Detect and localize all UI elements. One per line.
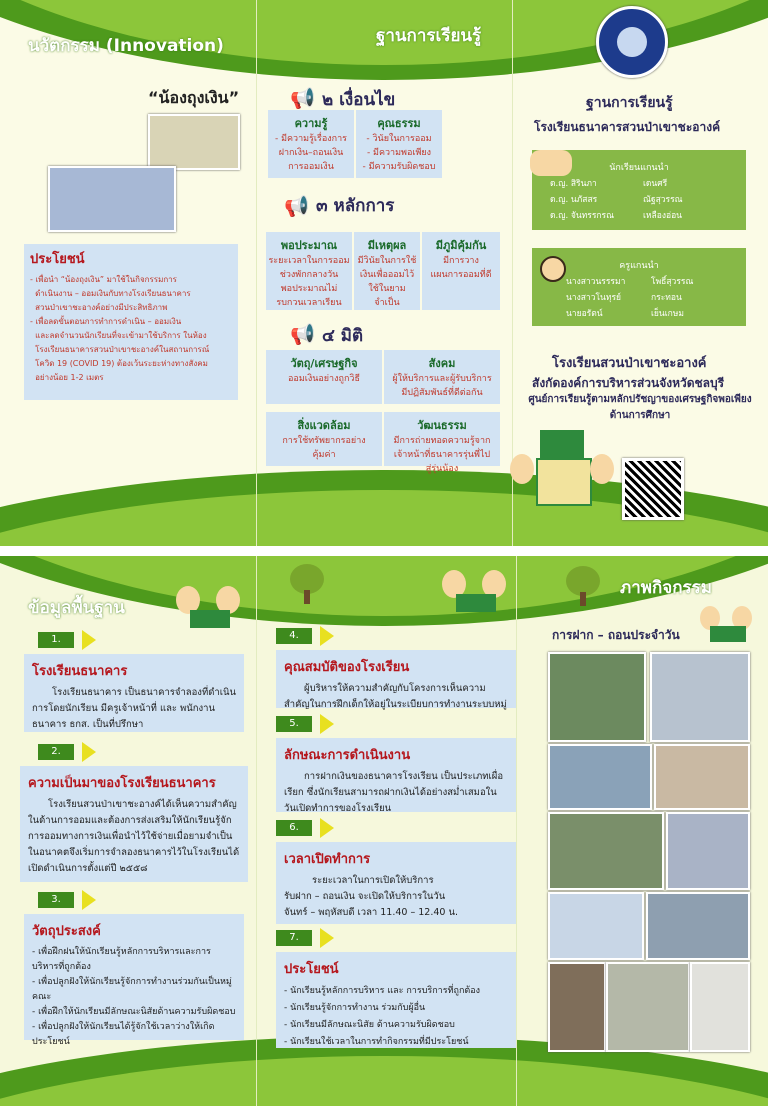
section-number-tag: 2. <box>38 744 74 760</box>
economy-box <box>266 350 382 404</box>
logo-emblem-icon <box>617 27 647 57</box>
teacher-name: โพธิ์สุวรรณ <box>651 277 694 287</box>
students-label: นักเรียนแกนนำ <box>609 163 669 173</box>
operation-box <box>276 738 516 812</box>
activity-photo <box>690 962 750 1052</box>
innovation-banner: นวัตกรรม (Innovation) <box>28 36 224 56</box>
operation-title: ลักษณะการดำเนินงาน <box>284 748 411 763</box>
morality-title: คุณธรรม <box>377 117 421 130</box>
section-number-tag: 3. <box>38 892 74 908</box>
reasonable-line: เงินเพื่อออมไว้ <box>359 270 415 280</box>
hours-box <box>276 842 516 924</box>
social-box <box>384 350 500 404</box>
immunity-title: มีภูมิคุ้มกัน <box>435 239 487 252</box>
student-name: ด.ญ. จันทรรกรณ <box>550 211 614 221</box>
objectives-list <box>32 945 236 1050</box>
activity-photo <box>548 892 644 960</box>
school-name: โรงเรียนสวนป่าเขาชะอางค์ <box>552 356 707 371</box>
fold-line <box>256 0 257 546</box>
teacher-avatar-icon <box>540 256 566 282</box>
knowledge-line: การออมเงิน <box>288 162 334 172</box>
morality-line: - มีความพอเพียง <box>366 148 432 158</box>
environment-line: การใช้ทรัพยากรอย่าง <box>282 436 366 446</box>
benefit-item: โควิด 19 (COVID 19) ต้องเว้นระยะห่างทางสังคม <box>30 359 208 368</box>
benefit-item: - นักเรียนมีลักษณะนิสัย ด้านความรับผิดชอบ <box>284 1020 455 1030</box>
student-name: ด.ญ. สิรินภา <box>550 179 597 189</box>
student-name: ณัฐสุวรรณ <box>643 195 683 205</box>
activity-photo <box>548 962 606 1052</box>
student-name: เหลืองอ่อน <box>643 211 682 221</box>
megaphone-icon: 📢 <box>290 86 315 110</box>
hours-line: จันทร์ – พฤหัสบดี เวลา 11.40 – 12.40 น. <box>284 907 458 918</box>
immunity-line: มีการวาง <box>443 256 479 266</box>
environment-title: สิ่งแวดล้อม <box>297 419 351 432</box>
objective-item: - เพื่อฝึกให้นักเรียนมีลักษณะนิสัยด้านความรับผิดชอบ <box>32 1007 236 1017</box>
building-roof <box>540 430 584 460</box>
fold-line <box>256 556 257 1106</box>
activity-photo <box>654 744 750 810</box>
section-number-tag: 5. <box>276 716 312 732</box>
qualities-box <box>276 650 516 708</box>
immunity-box <box>422 232 500 310</box>
benefits-title: ประโยชน์ <box>284 962 339 977</box>
bank-box <box>24 654 244 732</box>
qr-code <box>622 458 684 520</box>
megaphone-icon: 📢 <box>284 194 309 218</box>
teachers-grid <box>532 272 746 322</box>
center-name: ศูนย์การเรียนรู้ตามหลักปรัชญาของเศรษฐกิจพอเพียง <box>528 394 752 405</box>
innovation-name: “น้องถุงเงิน” <box>148 88 240 107</box>
study-banner: ฐานการเรียนรู้ <box>376 26 482 46</box>
center-name-2: ด้านการศึกษา <box>609 410 671 421</box>
teacher-name: นายอรัตน์ <box>566 309 603 319</box>
moderation-line: รบกวนเวลาเรียน <box>276 298 342 308</box>
benefit-box <box>24 244 238 400</box>
conditions-title: ๒ เงื่อนไข <box>322 90 396 110</box>
moderation-title: พอประมาณ <box>280 239 338 252</box>
teacher-name: นางสาวโนทุรย์ <box>566 293 621 303</box>
hours-line: ระยะเวลาในการเปิดให้บริการ <box>312 875 434 886</box>
teachers-label: ครูแกนนำ <box>619 261 659 271</box>
base-subtitle: โรงเรียนธนาคารสวนป่าเขาชะอางค์ <box>534 120 721 134</box>
economy-title: วัตถุ/เศรษฐกิจ <box>290 357 358 370</box>
kid-figure <box>510 454 534 484</box>
moderation-line: ช่วงพักกลางวัน <box>279 270 339 280</box>
activity-photo <box>646 892 750 960</box>
objective-item: - เพื่อปลูกฝังให้นักเรียนรู้จักการทำงานร่วมกันเป็นหมู่คณะ <box>32 977 232 1002</box>
history-text: โรงเรียนสวนป่าเขาชะอางค์ได้เห็นความสำคัญในด้านการออมและต้องการส่งเสริมให้นักเรียนรู้จักการออมทางการเงินเพื่อนำไว้ใช้จ่ายเมื่อยามจำเป็นในอนาคตจึงเริ่มการจำลองธนาคารไว้ในโรงเรียนได้เปิดดำเนินการตั้งแต่ปี ๒๕๕๘ <box>28 799 240 874</box>
objectives-box <box>24 914 244 1047</box>
student-name: เดนศรี <box>643 179 668 189</box>
school-logo <box>596 6 668 78</box>
economy-line: ออมเงินอย่างถูกวิธี <box>288 374 360 384</box>
fold-line <box>516 556 517 1106</box>
section-number-tag: 7. <box>276 930 312 946</box>
benefit-title: ประโยชน์ <box>30 252 85 267</box>
operation-text: การฝากเงินของธนาคารโรงเรียน เป็นประเภทเผื่อเรียก ซึ่งนักเรียนสามารถฝากเงินได้อย่างสม่ำเสมอในวันเปิดทำการของโรงเรียน <box>284 771 504 814</box>
moderation-box <box>266 232 352 310</box>
activity-photo <box>548 812 664 890</box>
section-number-tag: 4. <box>276 628 312 644</box>
affiliation: สังกัดองค์การบริหารส่วนจังหวัดชลบุรี <box>532 376 725 390</box>
teachers-box <box>532 248 746 326</box>
reasonable-line: มีวินัยในการใช้ <box>357 256 417 266</box>
social-line: ผู้ให้บริการและผู้รับบริการ <box>392 374 492 384</box>
history-box <box>20 766 248 882</box>
students-with-book-illustration <box>442 570 512 616</box>
benefit-item: - เพื่อนำ “น้องถุงเงิน” มาใช้ในกิจกรรมการ <box>30 275 177 284</box>
activity-photo <box>548 744 652 810</box>
benefit-item: อย่างน้อย 1-2 เมตร <box>30 373 104 382</box>
students-with-book-illustration <box>176 586 246 632</box>
benefit-item: ดำเนินงาน – ออมเงินกับทางโรงเรียนธนาคาร <box>30 289 191 298</box>
moderation-line: พอประมาณไม่ <box>280 284 338 294</box>
bank-text: โรงเรียนธนาคาร เป็นธนาคารจำลองที่ดำเนินการโดยนักเรียน มีครูเจ้าหน้าที่ และ พนักงานธนาคาร ธกส. เป็นที่ปรึกษา <box>32 687 236 730</box>
section-number-tag: 1. <box>38 632 74 648</box>
knowledge-title: ความรู้ <box>294 117 328 130</box>
school-building-illustration <box>510 424 614 508</box>
brochure-inner-page <box>0 556 768 1106</box>
immunity-line: แผนการออมที่ดี <box>430 270 492 280</box>
section-number-tag: 6. <box>276 820 312 836</box>
activity-photo <box>666 812 750 890</box>
objectives-title: วัตถุประสงค์ <box>32 924 101 939</box>
morality-line: - มีความรับผิดชอบ <box>362 162 436 172</box>
objective-item: - เพื่อปลูกฝังให้นักเรียนได้รู้จักใช้เวลาว่างให้เกิดประโยชน์ <box>32 1022 215 1047</box>
benefits-box <box>276 952 516 1048</box>
benefit-item: - นักเรียนใช้เวลาในการทำกิจกรรมที่มีประโยชน์ <box>284 1037 469 1047</box>
teacher-name: เย็นเกษม <box>651 309 684 319</box>
activity-photo <box>548 652 646 742</box>
benefit-item: - นักเรียนรู้หลักการบริหาร และ การบริการที่ถูกต้อง <box>284 986 481 996</box>
knowledge-box <box>268 110 354 178</box>
students-grid <box>532 174 746 224</box>
benefit-item: และลดจำนวนนักเรียนที่จะเข้ามาใช้บริการ ในห้อง <box>30 331 207 340</box>
dimensions-title: ๔ มิติ <box>322 326 364 346</box>
culture-box <box>384 412 500 474</box>
environment-line: คุ้มค่า <box>312 450 336 460</box>
benefit-item: - นักเรียนรู้จักการทำงาน ร่วมกับผู้อื่น <box>284 1003 426 1013</box>
culture-title: วัฒนธรรม <box>417 419 467 432</box>
teacher-name: นางสาวนรรรมา <box>566 277 626 287</box>
morality-line: - วินัยในการออม <box>366 134 432 144</box>
knowledge-line: ฝากเงิน–ถอนเงิน <box>278 148 344 158</box>
tree-icon <box>566 566 600 606</box>
reasonable-title: มีเหตุผล <box>367 239 407 252</box>
social-line: มีปฏิสัมพันธ์ที่ดีต่อกัน <box>401 388 483 398</box>
culture-line: สู่รุ่นน้อง <box>425 464 459 474</box>
base-title: ฐานการเรียนรู้ <box>586 95 673 111</box>
gallery-caption: การฝาก – ถอนประจำวัน <box>552 628 680 642</box>
bank-title: โรงเรียนธนาคาร <box>32 664 128 679</box>
tree-icon <box>290 564 324 604</box>
kids-group-icon <box>530 150 572 176</box>
benefit-item: สวนป่าเขาชะอางค์อย่างมีประสิทธิภาพ <box>30 303 168 312</box>
moderation-line: ระยะเวลาในการออม <box>268 256 350 266</box>
culture-line: มีการถ่ายทอดความรู้จาก <box>393 436 491 446</box>
innovation-photo-students <box>48 166 176 232</box>
gallery-banner: ภาพกิจกรรม <box>620 578 712 598</box>
benefits-list <box>284 983 508 1051</box>
brochure-outer-page <box>0 0 768 546</box>
megaphone-icon: 📢 <box>290 322 315 346</box>
benefit-item: - เพื่อลดขั้นตอนการทำการดำเนิน – ออมเงิน <box>30 317 182 326</box>
innovation-photo-bags <box>148 114 240 170</box>
hours-line: รับฝาก – ถอนเงิน จะเปิดให้บริการในวัน <box>284 891 446 902</box>
qualities-text: ผู้บริหารให้ความสำคัญกับโครงการเห็นความสำคัญในการฝึกเด็กให้อยู่ในระเบียบการทำงานระบบหมู่ <box>284 683 507 710</box>
culture-line: เจ้าหน้าที่ธนาคารรุ่นพี่ไป <box>393 450 491 460</box>
basic-info-banner: ข้อมูลพื้นฐาน <box>28 598 125 618</box>
reasonable-line: ใช้ในยาม <box>368 284 406 294</box>
students-with-book-illustration <box>700 606 756 646</box>
social-title: สังคม <box>428 357 456 370</box>
morality-box <box>356 110 442 178</box>
activity-photo <box>606 962 690 1052</box>
benefit-item: โรงเรียนธนาคารสวนป่าเขาชะอางค์ในสถานการณ์ <box>30 345 210 354</box>
activity-photo <box>650 652 750 742</box>
benefit-list <box>30 273 232 385</box>
qualities-title: คุณสมบัติของโรงเรียน <box>284 660 410 675</box>
knowledge-line: - มีความรู้เรื่องการ <box>275 134 347 144</box>
building-body <box>536 458 592 506</box>
objective-item: - เพื่อฝึกฝนให้นักเรียนรู้หลักการบริหารและการบริหารที่ถูกต้อง <box>32 947 211 972</box>
environment-box <box>266 412 382 466</box>
reasonable-line: จำเป็น <box>374 298 400 308</box>
reasonable-box <box>354 232 420 310</box>
principles-title: ๓ หลักการ <box>316 196 395 216</box>
hours-title: เวลาเปิดทำการ <box>284 852 371 867</box>
history-title: ความเป็นมาของโรงเรียนธนาคาร <box>28 776 216 791</box>
kid-figure <box>590 454 614 484</box>
teacher-name: กระทอน <box>651 293 682 303</box>
student-name: ด.ญ. นภัสสร <box>550 195 598 205</box>
